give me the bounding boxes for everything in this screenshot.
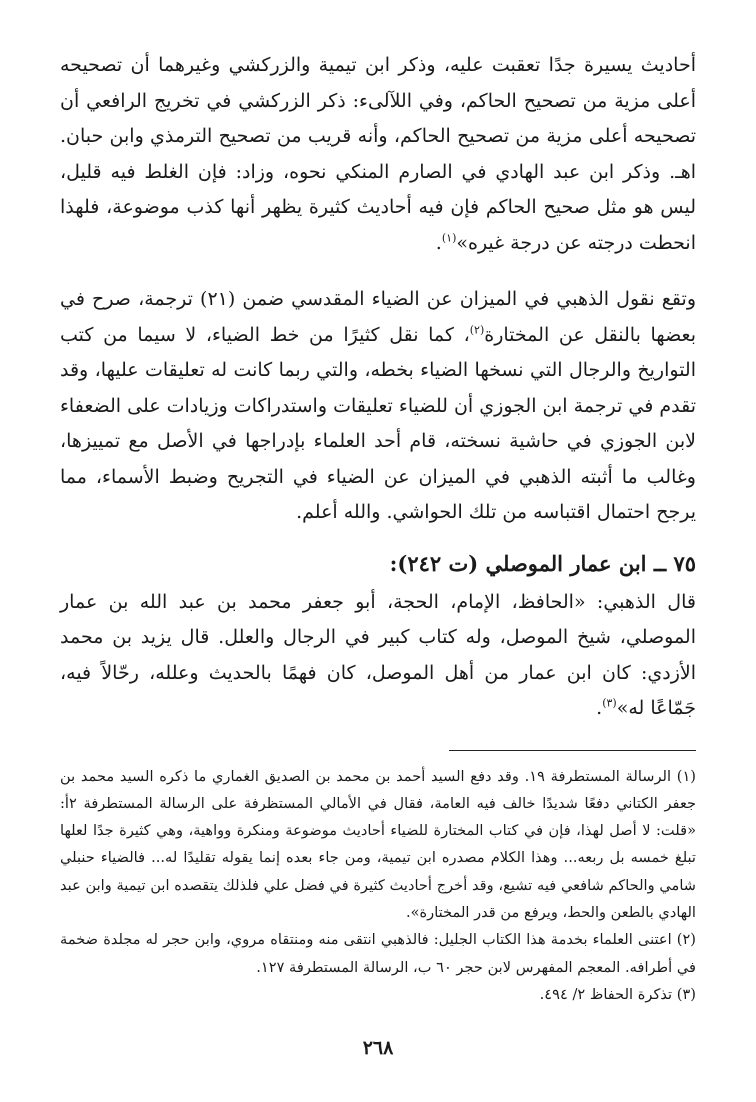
footnote-3: (٣) تذكرة الحفاظ ٢/ ٤٩٤. bbox=[539, 985, 696, 1003]
footnote-1: (١) الرسالة المستطرفة ١٩. وقد دفع السيد أحمد بن محمد بن الصديق الغماري ما ذكره السيد محمد بن جعفر الكتاني دفعًا شديدًا خالف فيه العامة، فقال في الأمالي المستظرفة على الرسالة المستطرفة ٢أ: «قلت: لا أصل لهذا، فإن في كتاب المختارة للضياء أحاديث موضوعة ومنكرة وواهية، وهي كثيرة جدًا لعلها تبلغ خمسه بل ربعه... وهذا الكلام مصدره ابن تيمية، ومن جاء بعده إنما يقوله تقليدًا له... فالضياء حنبلي شامي والحاكم شافعي فيه تشيع، وقد أخرج أحاديث كثيرة في فضل علي فلذلك يتقصده ابن تيمية وابن عبد الهادي بالطعن والحط، ويرفع من قدر المختارة». bbox=[60, 767, 697, 921]
page-number: ٢٦٨ bbox=[362, 1037, 394, 1059]
paragraph-2-text-b: ، كما نقل كثيرًا من خط الضياء، لا سيما من كتب التواريخ والرجال التي نسخها الضياء بخطه، والتي ربما كانت له تعليقات عليها، وقد تقدم في ترجمة ابن الجوزي أن للضياء تعليقات واستدراكات وزيادات على الضعفاء لابن الجوزي في حاشية نسخته، قام أحد العلماء بإدراجها في الأصل مع تمييزها، وغالب ما أثبته الذهبي في الميزان عن الضياء في التجريح وضبط الأسماء، مما يرجح احتمال اقتباسه من تلك الحواشي. والله أعلم. bbox=[60, 323, 696, 523]
paragraph-biography bbox=[60, 585, 696, 727]
paragraph-3-end: . bbox=[596, 697, 603, 719]
footnote-ref-2: (٢) bbox=[469, 323, 485, 337]
footnotes bbox=[60, 763, 696, 1009]
paragraph-dhahabi-quotes bbox=[60, 282, 696, 531]
paragraph-1-text: أحاديث يسيرة جدًا تعقبت عليه، وذكر ابن تيمية والزركشي وغيرهما أن تصحيحه أعلى مزية من تصحيح الحاكم، وفي اللآلىء: ذكر الزركشي في تخريج الرافعي أن تصحيحه أعلى مزية من تصحيح الحاكم، وأنه قريب من تصحيح الترمذي وابن حبان. اهـ. وذكر ابن عبد الهادي في الصارم المنكي نحوه، وزاد: فإن الغلط فيه قليل، ليس هو مثل صحيح الحاكم فإن فيه أحاديث كثيرة يظهر أنها كذب موضوعة، فلهذا انحطت درجته عن درجة غيره» bbox=[60, 54, 696, 254]
footnote-2: (٢) اعتنى العلماء بخدمة هذا الكتاب الجليل: فالذهبي انتقى منه ومنتقاه مروي، وابن حجر له مجلدة ضخمة في أطرافه. المعجم المفهرس لابن حجر ٦٠ ب، الرسالة المستطرفة ١٢٧. bbox=[60, 931, 696, 976]
paragraph-3-text: قال الذهبي: «الحافظ، الإمام، الحجة، أبو جعفر محمد بن عبد الله بن عمار الموصلي، شيخ الموصل، وله كتاب كبير في الرجال والعلل. قال يزيد بن محمد الأزدي: كان ابن عمار من أهل الموصل، كان فهمًا بالحديث وعلله، رحّالاً فيه، جَمّاعًا له» bbox=[60, 590, 696, 719]
footnote-ref-3: (٣) bbox=[602, 696, 617, 710]
paragraph-2-text-a: وتقع نقول الذهبي في الميزان عن الضياء المقدسي ضمن (٢١) ترجمة، صرح في بعضها بالنقل عن المختارة bbox=[60, 288, 696, 346]
section-heading: ٧٥ ــ ابن عمار الموصلي (ت ٢٤٢): bbox=[389, 550, 696, 576]
paragraph-continuation bbox=[60, 48, 696, 261]
paragraph-1-end: . bbox=[435, 231, 442, 254]
footnote-ref-1: (١) bbox=[441, 231, 457, 245]
footnote-divider bbox=[449, 750, 696, 751]
